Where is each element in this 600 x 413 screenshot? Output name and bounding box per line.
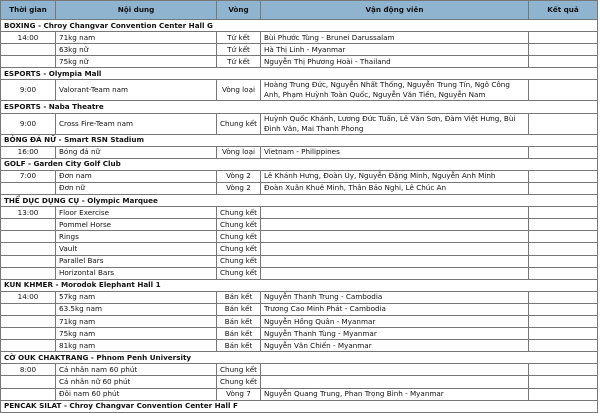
content-cell: Cá nhân nam 60 phút xyxy=(56,364,217,376)
section-title: PENCAK SILAT - Chroy Changvar Convention Center Hall F xyxy=(1,400,598,412)
time-cell: 8:00 xyxy=(1,364,56,376)
content-cell: Vault xyxy=(56,243,217,255)
result-cell xyxy=(529,328,598,340)
result-cell xyxy=(529,364,598,376)
athletes-cell: Huỳnh Quốc Khánh, Lương Đức Tuấn, Lê Văn Sơn, Đàm Việt Hưng, Bùi Đình Văn, Mai Thanh Phong xyxy=(261,113,529,134)
athletes-cell xyxy=(261,267,529,279)
time-cell xyxy=(1,231,56,243)
athletes-cell: Nguyễn Thanh Tùng - Myanmar xyxy=(261,328,529,340)
table-row xyxy=(1,231,598,243)
athletes-cell: Trương Cao Minh Phát - Cambodia xyxy=(261,303,529,315)
athletes-cell: Lê Khánh Hưng, Đoàn Uy, Nguyễn Đặng Minh, Nguyễn Anh Minh xyxy=(261,170,529,182)
time-cell xyxy=(1,267,56,279)
round-cell: Tứ kết xyxy=(217,56,261,68)
section-header-row xyxy=(1,134,598,146)
table-row xyxy=(1,56,598,68)
round-cell: Chung kết xyxy=(217,255,261,267)
table-row xyxy=(1,243,598,255)
round-cell: Bán kết xyxy=(217,328,261,340)
round-cell: Bán kết xyxy=(217,315,261,327)
athletes-cell xyxy=(261,255,529,267)
header-row xyxy=(1,1,598,20)
section-title: KUN KHMER - Morodok Elephant Hall 1 xyxy=(1,279,598,291)
section-header-row xyxy=(1,279,598,291)
result-cell xyxy=(529,207,598,219)
section-title: GOLF - Garden City Golf Club xyxy=(1,158,598,170)
section-header-row xyxy=(1,68,598,80)
content-cell: Floor Exercise xyxy=(56,207,217,219)
table-row xyxy=(1,328,598,340)
round-cell: Chung kết xyxy=(217,364,261,376)
section-header-row xyxy=(1,20,598,32)
round-cell: Vòng 2 xyxy=(217,170,261,182)
table-row xyxy=(1,376,598,388)
section-header-row xyxy=(1,195,598,207)
section-header-row xyxy=(1,158,598,170)
table-row xyxy=(1,388,598,400)
result-cell xyxy=(529,146,598,158)
content-cell: Đơn nam xyxy=(56,170,217,182)
content-cell: 75kg nam xyxy=(56,328,217,340)
time-cell: 14:00 xyxy=(1,32,56,44)
header-time: Thời gian xyxy=(1,1,56,20)
header-athletes: Vận động viên xyxy=(261,1,529,20)
round-cell: Vòng loại xyxy=(217,80,261,101)
content-cell: Valorant-Team nam xyxy=(56,80,217,101)
result-cell xyxy=(529,255,598,267)
table-row xyxy=(1,291,598,303)
round-cell: Bán kết xyxy=(217,303,261,315)
round-cell: Chung kết xyxy=(217,219,261,231)
content-cell: Đơn nữ xyxy=(56,182,217,194)
result-cell xyxy=(529,243,598,255)
athletes-cell: Đoàn Xuân Khuê Minh, Thân Bảo Nghi, Lê Chúc An xyxy=(261,182,529,194)
athletes-cell: Nguyễn Quang Trung, Phan Trọng Bình - Myanmar xyxy=(261,388,529,400)
content-cell: 57kg nam xyxy=(56,291,217,303)
athletes-cell: Nguyễn Thanh Trung - Cambodia xyxy=(261,291,529,303)
content-cell: 75kg nữ xyxy=(56,56,217,68)
result-cell xyxy=(529,44,598,56)
time-cell: 9:00 xyxy=(1,113,56,134)
section-title: ESPORTS - Naba Theatre xyxy=(1,101,598,113)
content-cell: 63kg nữ xyxy=(56,44,217,56)
time-cell: 16:00 xyxy=(1,146,56,158)
content-cell: 81kg nam xyxy=(56,340,217,352)
result-cell xyxy=(529,219,598,231)
content-cell: Parallel Bars xyxy=(56,255,217,267)
content-cell: 63.5kg nam xyxy=(56,303,217,315)
round-cell: Bán kết xyxy=(217,340,261,352)
athletes-cell: Nguyễn Thị Phương Hoài - Thailand xyxy=(261,56,529,68)
round-cell: Vòng 2 xyxy=(217,182,261,194)
time-cell xyxy=(1,182,56,194)
round-cell: Tứ kết xyxy=(217,44,261,56)
round-cell: Chung kết xyxy=(217,207,261,219)
result-cell xyxy=(529,170,598,182)
time-cell xyxy=(1,388,56,400)
athletes-cell xyxy=(261,231,529,243)
content-cell: Cá nhân nữ 60 phút xyxy=(56,376,217,388)
table-row xyxy=(1,255,598,267)
table-row xyxy=(1,219,598,231)
result-cell xyxy=(529,113,598,134)
section-header-row xyxy=(1,101,598,113)
result-cell xyxy=(529,388,598,400)
time-cell: 14:00 xyxy=(1,291,56,303)
result-cell xyxy=(529,303,598,315)
section-header-row xyxy=(1,400,598,412)
round-cell: Chung kết xyxy=(217,267,261,279)
result-cell xyxy=(529,32,598,44)
content-cell: 71kg nam xyxy=(56,32,217,44)
content-cell: Đôi nam 60 phút xyxy=(56,388,217,400)
round-cell: Chung kết xyxy=(217,113,261,134)
athletes-cell: Hà Thị Linh - Myanmar xyxy=(261,44,529,56)
table-row xyxy=(1,364,598,376)
athletes-cell: Bùi Phước Tùng - Brunei Darussalam xyxy=(261,32,529,44)
round-cell: Vòng loại xyxy=(217,146,261,158)
athletes-cell xyxy=(261,243,529,255)
table-row xyxy=(1,44,598,56)
section-title: BOXING - Chroy Changvar Convention Center Hall G xyxy=(1,20,598,32)
table-row xyxy=(1,113,598,134)
round-cell: Vòng 7 xyxy=(217,388,261,400)
header-content: Nội dung xyxy=(56,1,217,20)
table-row xyxy=(1,303,598,315)
athletes-cell: Vietnam - Philippines xyxy=(261,146,529,158)
time-cell xyxy=(1,243,56,255)
section-title: ESPORTS - Olympia Mall xyxy=(1,68,598,80)
section-title: THỂ DỤC DỤNG CỤ - Olympic Marquee xyxy=(1,195,598,207)
time-cell xyxy=(1,56,56,68)
table-row xyxy=(1,315,598,327)
time-cell xyxy=(1,328,56,340)
round-cell: Chung kết xyxy=(217,243,261,255)
athletes-cell xyxy=(261,219,529,231)
content-cell: Cross Fire-Team nam xyxy=(56,113,217,134)
content-cell: 71kg nam xyxy=(56,315,217,327)
time-cell xyxy=(1,315,56,327)
table-row xyxy=(1,146,598,158)
table-row xyxy=(1,80,598,101)
content-cell: Bóng đá nữ xyxy=(56,146,217,158)
table-row xyxy=(1,170,598,182)
content-cell: Rings xyxy=(56,231,217,243)
time-cell xyxy=(1,219,56,231)
time-cell: 7:00 xyxy=(1,170,56,182)
result-cell xyxy=(529,80,598,101)
result-cell xyxy=(529,340,598,352)
result-cell xyxy=(529,376,598,388)
athletes-cell: Hoàng Trung Đức, Nguyễn Nhất Thống, Nguyễn Trung Tín, Ngô Công Anh, Phạm Huỳnh Toàn Quốc, Nguyễn Văn Tiến, Nguyễn Nam xyxy=(261,80,529,101)
athletes-cell xyxy=(261,376,529,388)
result-cell xyxy=(529,315,598,327)
section-title: BÓNG ĐÁ NỮ - Smart RSN Stadium xyxy=(1,134,598,146)
table-row xyxy=(1,32,598,44)
time-cell xyxy=(1,303,56,315)
time-cell xyxy=(1,255,56,267)
round-cell: Chung kết xyxy=(217,376,261,388)
time-cell xyxy=(1,376,56,388)
content-cell: Pommel Horse xyxy=(56,219,217,231)
athletes-cell: Nguyễn Hồng Quân - Myanmar xyxy=(261,315,529,327)
athletes-cell xyxy=(261,364,529,376)
result-cell xyxy=(529,56,598,68)
athletes-cell: Nguyễn Văn Chiến - Myanmar xyxy=(261,340,529,352)
athletes-cell xyxy=(261,207,529,219)
time-cell: 13:00 xyxy=(1,207,56,219)
round-cell: Bán kết xyxy=(217,291,261,303)
time-cell: 9:00 xyxy=(1,80,56,101)
table-row xyxy=(1,207,598,219)
header-result: Kết quả xyxy=(529,1,598,20)
header-round: Vòng xyxy=(217,1,261,20)
round-cell: Tứ kết xyxy=(217,32,261,44)
table-row xyxy=(1,340,598,352)
round-cell: Chung kết xyxy=(217,231,261,243)
time-cell xyxy=(1,340,56,352)
result-cell xyxy=(529,267,598,279)
result-cell xyxy=(529,182,598,194)
table-row xyxy=(1,182,598,194)
content-cell: Horizontal Bars xyxy=(56,267,217,279)
section-title: CỜ OUK CHAKTRANG - Phnom Penh University xyxy=(1,352,598,364)
result-cell xyxy=(529,231,598,243)
result-cell xyxy=(529,291,598,303)
section-header-row xyxy=(1,352,598,364)
table-row xyxy=(1,267,598,279)
time-cell xyxy=(1,44,56,56)
